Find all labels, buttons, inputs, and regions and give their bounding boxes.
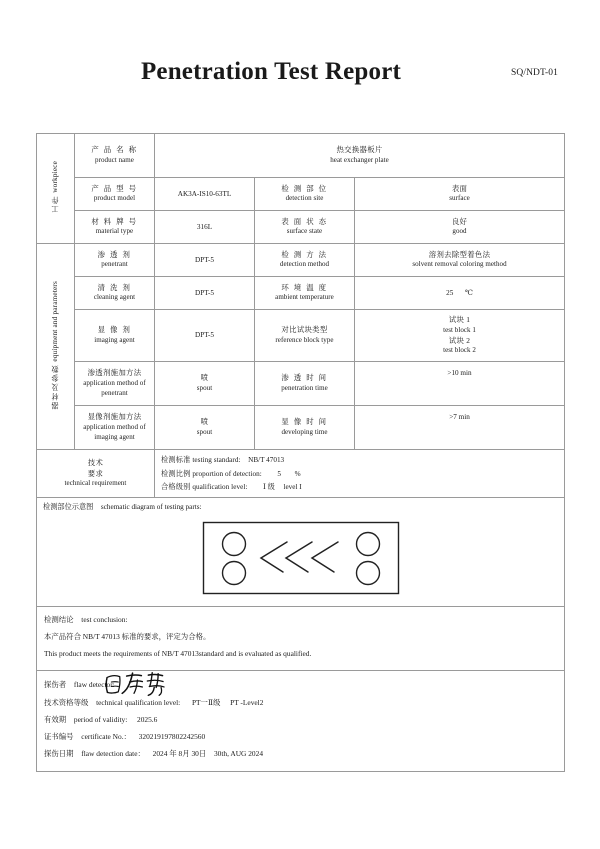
equipment-vertical-header: [37, 244, 75, 450]
value-penetration-time: >10 min: [355, 362, 565, 406]
product-model-label-en: product model: [93, 194, 136, 203]
penetrant-application-value-cn: 喷: [200, 373, 209, 383]
conclusion-heading-en: test conclusion:: [81, 615, 128, 625]
imaging-agent-label-cn: 显 像 剂: [97, 325, 132, 335]
qualification-level-value-en: level I: [283, 483, 302, 492]
penetration-time-label-cn: 渗 透 时 间: [281, 373, 328, 383]
label-product-name: [75, 134, 155, 178]
ambient-temperature-label-cn: 环 境 温 度: [281, 282, 328, 292]
table-row-cleaning-agent: [37, 277, 565, 310]
reference-block-value-cn-1: 试块 1: [448, 315, 471, 325]
certificate-label-cn: 证书编号: [44, 732, 74, 742]
penetrant-application-value-en: spout: [196, 383, 213, 392]
qualification-label-cn: 技术资格等级: [44, 697, 89, 707]
equipment-label-cn: 器材及参数: [51, 363, 60, 410]
product-name-value-cn: 热交换器板片: [336, 145, 383, 155]
qualification-level-label-cn: 合格级别: [161, 483, 191, 492]
label-cleaning-agent: [75, 277, 155, 310]
reference-block-value-en-1: test block 1: [443, 325, 476, 334]
report-table: [36, 133, 565, 772]
value-reference-block: [355, 310, 565, 362]
detection-method-label-cn: 检 测 方 法: [281, 249, 328, 259]
technical-requirement-line-level: [161, 481, 558, 495]
proportion-value: 5: [277, 469, 282, 478]
label-detection-site: [255, 178, 355, 211]
proportion-unit: %: [294, 469, 301, 478]
date-value-cn: 2024 年 8月 30日: [152, 749, 207, 759]
label-penetrant: [75, 244, 155, 277]
page-title: Penetration Test Report: [140, 58, 402, 85]
detection-method-value-en: solvent removal coloring method: [412, 260, 507, 269]
label-detection-method: [255, 244, 355, 277]
schematic-diagram-cell: [37, 515, 565, 607]
technical-requirement-label-en: technical requirement: [64, 479, 127, 488]
penetrant-application-label-cn: 渗透剂施加方法: [87, 368, 142, 378]
table-row-penetrant: [37, 244, 565, 277]
qualification-label-en: technical qualification level:: [96, 697, 181, 707]
value-material-type: 316L: [155, 211, 255, 244]
material-type-label-en: material type: [95, 227, 134, 236]
detection-site-value-cn: 表面: [451, 183, 468, 193]
qualification-level-label-en: qualification level:: [192, 483, 248, 492]
technical-requirement-body: [155, 450, 565, 498]
validity-value: 2025.6: [137, 714, 158, 724]
imaging-agent-label-en: imaging agent: [94, 335, 135, 344]
label-material-type: [75, 211, 155, 244]
reference-block-value-cn-2: 试块 2: [448, 335, 471, 345]
conclusion-cell: [37, 607, 565, 671]
imaging-application-label-cn: 显像剂施加方法: [87, 412, 142, 422]
detector-label-en: flaw detector:: [73, 680, 115, 690]
value-product-model: AK3A-IS10-63TL: [155, 178, 255, 211]
value-surface-state: [355, 211, 565, 244]
penetrant-application-label-en-2: penetrant: [101, 388, 128, 397]
workpiece-label-cn: 工件: [51, 194, 60, 213]
value-developing-time: >7 min: [355, 406, 565, 450]
proportion-label-en: proportion of detection:: [192, 469, 262, 478]
product-name-label-cn: 产 品 名 称: [91, 145, 138, 155]
workpiece-vertical-header: [37, 134, 75, 244]
date-label-cn: 探伤日期: [44, 749, 74, 759]
value-product-name: [155, 134, 565, 178]
table-row-imaging-agent: [37, 310, 565, 362]
conclusion-heading: [44, 612, 557, 629]
qualification-level-value-cn: Ⅰ 级: [263, 483, 275, 492]
imaging-application-value-en: spout: [196, 427, 213, 436]
cleaning-agent-label-cn: 清 洗 剂: [97, 282, 132, 292]
penetrant-label-cn: 渗 透 剂: [97, 249, 132, 259]
surface-state-label-cn: 表 面 状 态: [281, 216, 328, 226]
detection-method-value-cn: 溶剂去除型着色法: [428, 249, 491, 259]
table-row-schematic-body: [37, 515, 565, 607]
product-model-label-cn: 产 品 型 号: [91, 183, 138, 193]
certificate-value: 320219197802242560: [138, 732, 206, 742]
qualification-value-en: PT -Level2: [230, 697, 264, 707]
equipment-label-en: equipment and parameters: [51, 280, 60, 362]
validity-label-cn: 有效期: [44, 714, 67, 724]
testing-standard-value: NB/T 47013: [248, 455, 285, 464]
surface-state-label-en: surface state: [286, 227, 323, 236]
cleaning-agent-label-en: cleaning agent: [93, 293, 136, 302]
label-developing-time: [255, 406, 355, 450]
table-row-penetrant-application: [37, 362, 565, 406]
value-penetrant-application: [155, 362, 255, 406]
table-row-conclusion: [37, 607, 565, 671]
label-reference-block: [255, 310, 355, 362]
technical-requirement-line-standard: [161, 453, 558, 467]
value-detection-method: [355, 244, 565, 277]
reference-block-value-en-2: test block 2: [443, 346, 476, 355]
penetration-time-label-en: penetration time: [281, 383, 328, 392]
conclusion-heading-cn: 检测结论: [44, 615, 74, 625]
value-cleaning-agent: DPT-5: [155, 277, 255, 310]
surface-state-value-en: good: [452, 227, 467, 236]
qualification-value-cn: PT一Ⅱ级: [191, 697, 221, 707]
label-surface-state: [255, 211, 355, 244]
table-row-schematic-heading: [37, 498, 565, 515]
reference-block-label-cn: 对比试块类型: [281, 325, 328, 335]
detection-site-value-en: surface: [449, 194, 470, 203]
conclusion-text-cn: 本产品符合 NB/T 47013 标准的要求，评定为合格。: [44, 632, 211, 642]
imaging-application-value-cn: 喷: [200, 417, 209, 427]
testing-part-diagram-icon: [202, 521, 400, 595]
testing-standard-label-cn: 检测标准: [161, 455, 191, 464]
signature-cell: [37, 670, 565, 771]
material-type-label-cn: 材 料 牌 号: [91, 216, 138, 226]
detection-site-label-cn: 检 测 部 位: [281, 183, 328, 193]
value-ambient-temperature: [355, 277, 565, 310]
imaging-application-label-en-1: application method of: [83, 422, 146, 431]
proportion-label-cn: 检测比例: [161, 469, 191, 478]
imaging-application-label-en-2: imaging agent: [94, 432, 135, 441]
developing-time-label-cn: 显 像 时 间: [281, 417, 328, 427]
table-row-product-name: [37, 134, 565, 178]
developing-time-label-en: developing time: [281, 427, 328, 436]
surface-state-value-cn: 良好: [451, 216, 468, 226]
label-imaging-agent: [75, 310, 155, 362]
table-row-product-model: [37, 178, 565, 211]
value-penetrant: DPT-5: [155, 244, 255, 277]
schematic-heading: [37, 498, 565, 515]
label-ambient-temperature: [255, 277, 355, 310]
document-code: SQ/NDT-01: [511, 68, 558, 78]
value-imaging-agent: DPT-5: [155, 310, 255, 362]
schematic-label-cn: 检测部位示意图: [43, 503, 94, 512]
product-name-value-en: heat exchanger plate: [330, 155, 389, 164]
technical-requirement-label-cn-2: 要求: [87, 468, 104, 478]
detector-label-cn: 探伤者: [44, 680, 67, 690]
label-penetrant-application: [75, 362, 155, 406]
label-product-model: [75, 178, 155, 211]
table-row-material-type: [37, 211, 565, 244]
penetrant-application-label-en-1: application method of: [83, 378, 146, 387]
date-value-en: 30th, AUG 2024: [213, 749, 264, 759]
ambient-temperature-label-en: ambient temperature: [275, 293, 334, 302]
label-penetration-time: [255, 362, 355, 406]
table-row-technical-requirement: [37, 450, 565, 498]
certificate-label-en: certificate No.：: [81, 732, 131, 742]
schematic-label-en: schematic diagram of testing parts:: [100, 503, 202, 512]
ambient-temperature-number: 25: [446, 288, 454, 297]
signature-line-date: [44, 746, 557, 763]
value-imaging-application: [155, 406, 255, 450]
label-imaging-application: [75, 406, 155, 450]
detection-method-label-en: detection method: [279, 260, 330, 269]
title-area: [0, 0, 600, 90]
value-detection-site: [355, 178, 565, 211]
table-row-imaging-application: [37, 406, 565, 450]
signature-line-validity: [44, 711, 557, 728]
validity-label-en: period of validity:: [73, 714, 128, 724]
product-name-label-en: product name: [95, 155, 134, 164]
schematic-diagram-wrapper: [37, 521, 564, 595]
penetrant-label-en: penetrant: [101, 260, 128, 269]
conclusion-text-en: This product meets the requirements of NB/T 47013standard and is evaluated as qualified.: [44, 649, 312, 659]
technical-requirement-label-cn-1: 技术: [87, 458, 104, 468]
date-label-en: flaw detection date：: [81, 749, 145, 759]
testing-standard-label-en: testing standard:: [192, 455, 241, 464]
ambient-temperature-unit: ℃: [464, 288, 473, 297]
table-row-signature: [37, 670, 565, 771]
signature-line-certificate: [44, 729, 557, 746]
technical-requirement-line-proportion: [161, 467, 558, 481]
handwritten-signature-icon: [103, 671, 167, 697]
reference-block-label-en: reference block type: [275, 335, 334, 344]
detection-site-label-en: detection site: [285, 194, 324, 203]
workpiece-label-en: workpiece: [51, 160, 60, 193]
technical-requirement-label: [37, 450, 155, 498]
